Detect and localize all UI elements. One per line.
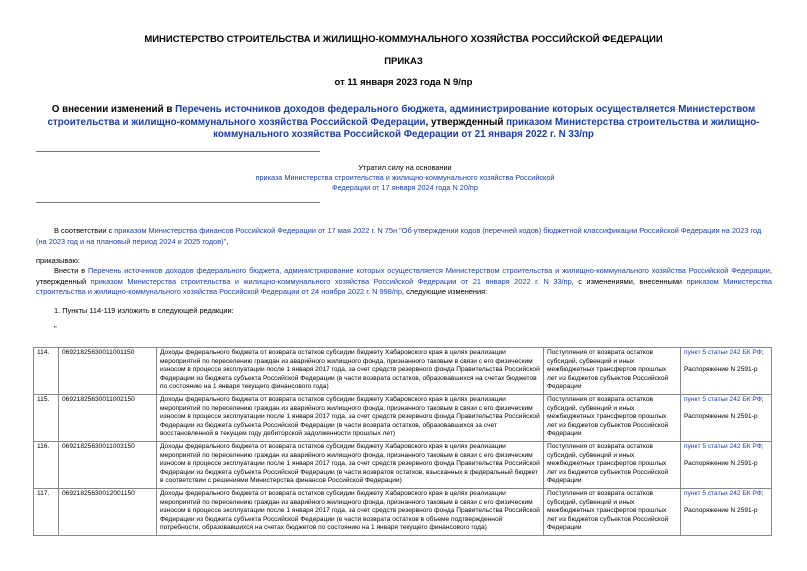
decree-text: Распоряжение N 2591-р — [684, 507, 758, 514]
title-prefix: О внесении изменений в — [51, 104, 176, 115]
revenue-group: Поступления от возврата остатков субсидий, субвенций и иных межбюджетных трансфертов прошлых лет из бюджетов субъектов Российской Федерации — [544, 442, 681, 489]
amendment-suffix: , следующие изменения: — [402, 287, 488, 296]
legal-basis — [681, 489, 772, 536]
basis-link[interactable]: пункт 5 статьи 242 БК РФ — [684, 396, 762, 403]
lost-force-note — [240, 163, 570, 193]
preamble-prefix: В соответствии с — [54, 226, 115, 235]
divider-bottom — [36, 202, 320, 203]
title-middle: , утвержденный — [425, 116, 507, 128]
preamble-paragraph — [36, 226, 772, 247]
legal-basis — [681, 395, 772, 442]
basis-link[interactable]: пункт 5 статьи 242 БК РФ — [684, 443, 762, 450]
table-row — [34, 348, 772, 395]
decree-text: Распоряжение N 2591-р — [684, 460, 758, 467]
revenue-group: Поступления от возврата остатков субсидий, субвенций и иных межбюджетных трансфертов прошлых лет из бюджетов субъектов Российской Федерации — [544, 489, 681, 536]
revenue-group: Поступления от возврата остатков субсидий, субвенций и иных межбюджетных трансфертов прошлых лет из бюджетов субъектов Российской Федерации — [544, 348, 681, 395]
revenue-code: 06921825630011001150 — [59, 348, 157, 395]
basis-separator: ; — [761, 349, 764, 356]
amendment-link-order[interactable]: приказом Министерства строительства и жилищно-коммунального хозяйства Российской Федерации от 21 января 2022 г. N 33/пр — [90, 276, 572, 286]
row-number: 116. — [34, 442, 59, 489]
revenue-code: 06921825630012001150 — [59, 489, 157, 536]
opening-quote: " — [54, 324, 57, 333]
preamble-link[interactable]: приказом Министерства финансов Российской Федерации от 17 мая 2022 г. N 75н "Об утверждении кодов (перечней кодов) бюджетной классификации Российской Федерации на 2023 год (на 2023 год и на плановый период 2024 и 2025 годов)" — [36, 226, 762, 246]
table-row — [34, 489, 772, 536]
lost-force-label: Утратил силу на основании — [358, 163, 452, 172]
table-row — [34, 442, 772, 489]
basis-separator: ; — [761, 490, 764, 497]
amendment-link-list[interactable]: Перечень источников доходов федерального бюджета, администрирование которых осуществляется Министерством строительства и жилищно-коммунального хозяйства Российской Федерации — [87, 266, 770, 275]
doc-type-heading: ПРИКАЗ — [384, 56, 423, 67]
revenue-description: Доходы федерального бюджета от возврата остатков субсидии бюджету Хабаровского края в целях реализации мероприятий по переселению граждан из аварийного жилищного фонда, признанного таковым в связи с его физическим износом в процессе эксплуатации после 1 января 2017 года, за счет средств резервного фонда Правительства Российской Федерации из бюджета субъекта Российской Федерации (в части возвратов остатков, взысканных в федеральный бюджет в соответствии с решениями Министерства финансов Российской Федерации) — [157, 442, 544, 489]
decree-text: Распоряжение N 2591-р — [684, 413, 758, 420]
title-link-order[interactable]: приказом Министерства строительства и жилищно-коммунального хозяйства Российской Федерации от 21 января 2022 г. N 33/пр — [213, 116, 760, 140]
basis-separator: ; — [761, 443, 764, 450]
legal-basis — [681, 442, 772, 489]
ministry-heading: МИНИСТЕРСТВО СТРОИТЕЛЬСТВА И ЖИЛИЩНО-КОММУНАЛЬНОГО ХОЗЯЙСТВА РОССИЙСКОЙ ФЕДЕРАЦИИ — [144, 34, 663, 45]
lost-force-link[interactable]: приказа Министерства строительства и жилищно-коммунального хозяйства Российской Федерации от 17 января 2024 года N 20/пр — [255, 173, 555, 192]
revenue-description: Доходы федерального бюджета от возврата остатков субсидии бюджету Хабаровского края в целях реализации мероприятий по переселению граждан из аварийного жилищного фонда, признанного таковым в связи с его физическим износом в процессе эксплуатации после 1 января 2017 года, за счет средств резервного фонда Правительства Российской Федерации из бюджета субъекта Российской Федерации (в части возврата остатков в объеме подтвержденной потребности, образовавшихся на счетах бюджетов по состоянию на 1 января текущего финансового года) — [157, 489, 544, 536]
amendment-link-change[interactable]: приказом Министерства строительства и жилищно-коммунального хозяйства Российской Федерации от 24 ноября 2022 г. N 998/пр — [36, 276, 772, 296]
row-number: 117. — [34, 489, 59, 536]
table-row — [34, 395, 772, 442]
title-link-list[interactable]: Перечень источников доходов федерального бюджета, администрирование которых осуществляется Министерством строительства и жилищно-коммунального хозяйства Российской Федерации — [47, 104, 756, 128]
revenue-code: 06921825630011002150 — [59, 395, 157, 442]
order-word: приказываю: — [36, 256, 80, 265]
basis-separator: ; — [761, 396, 764, 403]
date-number-heading: от 11 января 2023 года N 9/пр — [334, 77, 473, 88]
legal-basis — [681, 348, 772, 395]
amendment-prefix: Внести в — [54, 266, 88, 275]
amendment-mid1: , утвержденный — [36, 266, 772, 286]
divider-top — [36, 151, 320, 152]
decree-text: Распоряжение N 2591-р — [684, 366, 758, 373]
preamble-suffix: , — [226, 236, 229, 246]
revenue-group: Поступления от возврата остатков субсидий, субвенций и иных межбюджетных трансфертов прошлых лет из бюджетов субъектов Российской Федерации — [544, 395, 681, 442]
row-number: 115. — [34, 395, 59, 442]
revenue-description: Доходы федерального бюджета от возврата остатков субсидии бюджету Хабаровского края в целях реализации мероприятий по переселению граждан из аварийного жилищного фонда, признанного таковым в связи с его физическим износом в процессе эксплуатации после 1 января 2017 года, за счет средств резервного фонда Правительства Российской Федерации из бюджета субъекта Российской Федерации (в части возврата остатков, образовавшихся за счет восстановленной в текущем году дебиторской задолженности прошлых лет) — [157, 395, 544, 442]
amendment-mid2: , с изменениями, внесенными — [571, 276, 687, 286]
document-title — [30, 104, 777, 142]
amendment-paragraph — [36, 266, 772, 298]
item-1-text: 1. Пункты 114-119 изложить в следующей редакции: — [54, 306, 234, 315]
row-number: 114. — [34, 348, 59, 395]
revenue-sources-table — [33, 347, 772, 536]
revenue-code: 06921825630011003150 — [59, 442, 157, 489]
basis-link[interactable]: пункт 5 статьи 242 БК РФ — [684, 349, 762, 356]
basis-link[interactable]: пункт 5 статьи 242 БК РФ — [684, 490, 762, 497]
revenue-description: Доходы федерального бюджета от возврата остатков субсидии бюджету Хабаровского края в целях реализации мероприятий по переселению граждан из аварийного жилищного фонда, признанного таковым в связи с его физическим износом в процессе эксплуатации после 1 января 2017 года, за счет средств резервного фонда Правительства Российской Федерации из бюджета субъекта Российской Федерации (в части возврата остатков, образовавшихся на счетах бюджетов по состоянию на 1 января текущего финансового года) — [157, 348, 544, 395]
